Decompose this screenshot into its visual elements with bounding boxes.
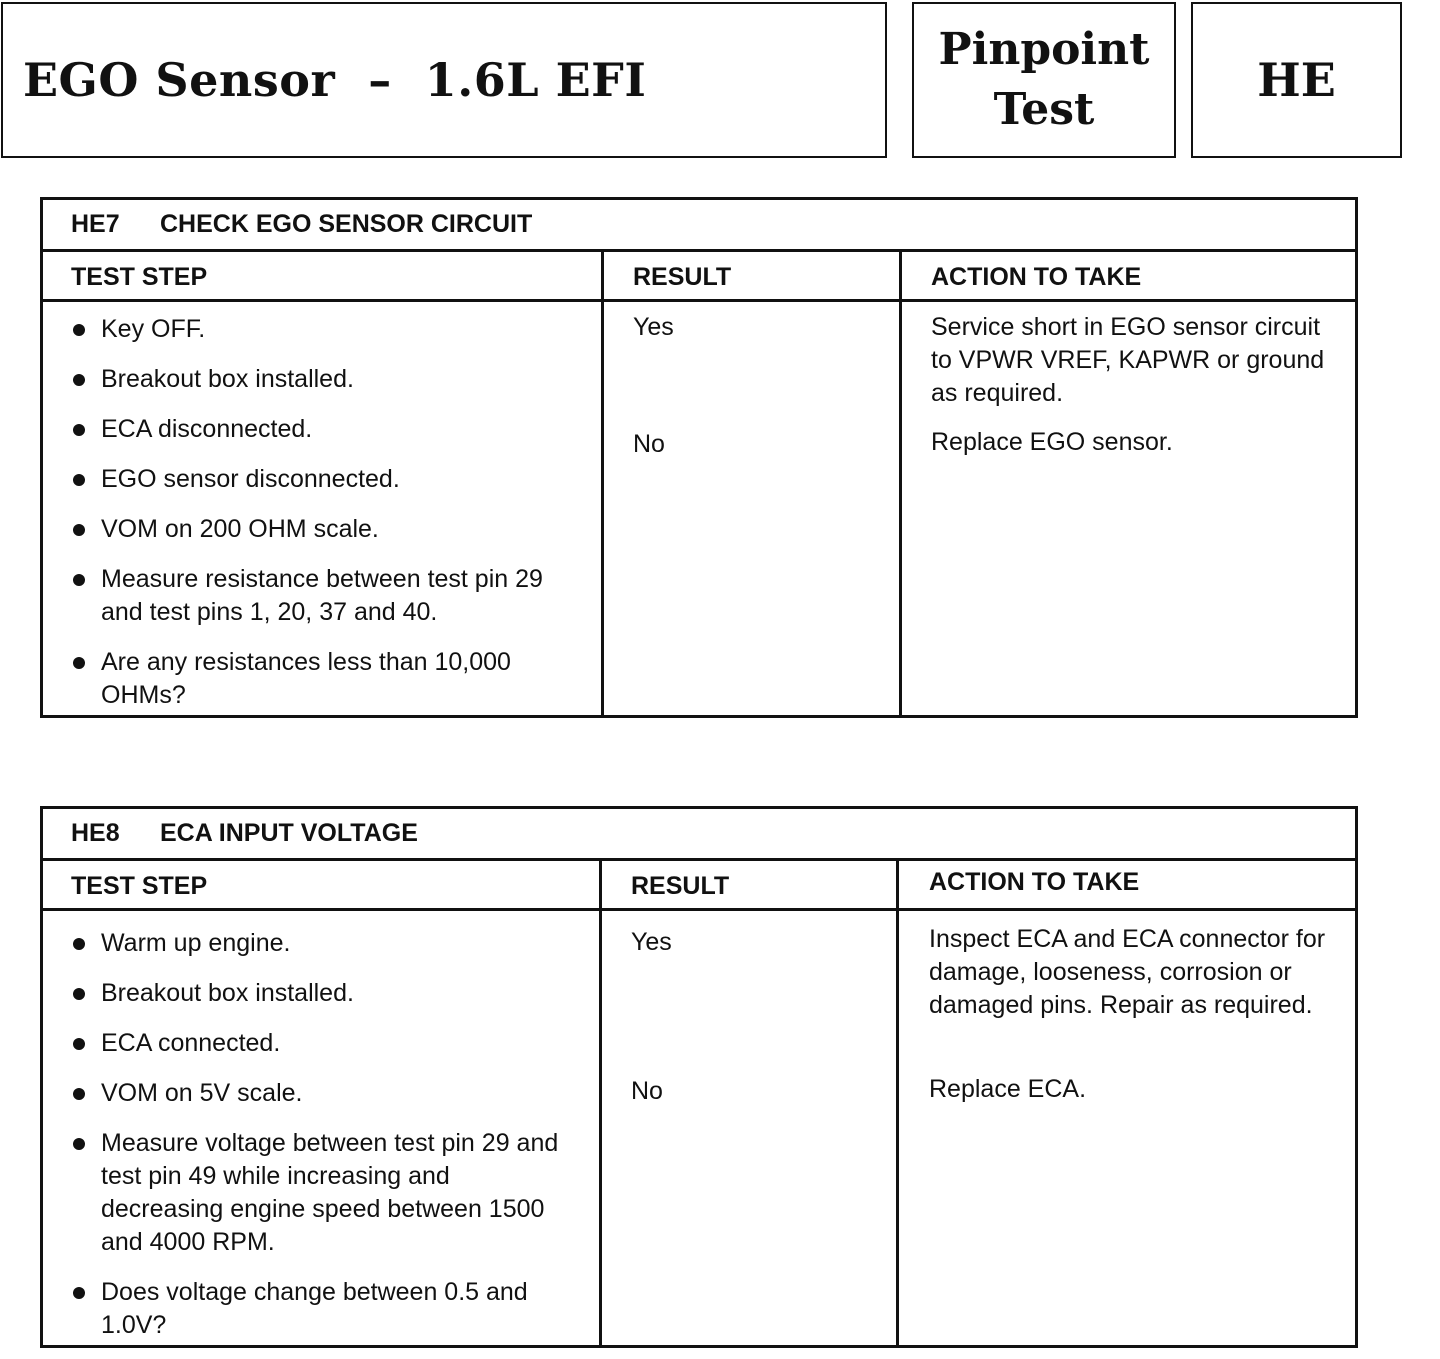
test-step-list [71,927,561,1359]
step-title: CHECK EGO SENSOR CIRCUIT [160,210,533,238]
test-step: Breakout box installed. [71,977,561,1010]
test-code-box [1191,2,1402,158]
column-header-test-step: TEST STEP [71,872,208,900]
column-divider [601,252,604,715]
test-table-he8 [40,806,1358,1348]
page-title-box [1,2,887,158]
column-divider [899,252,902,715]
column-divider [896,861,899,1345]
test-step: ECA connected. [71,1027,561,1060]
test-step: VOM on 5V scale. [71,1077,561,1110]
test-step: VOM on 200 OHM scale. [71,513,561,546]
table-header-row [43,252,1355,302]
result-yes: Yes [631,928,672,956]
table-header-row [43,861,1355,911]
column-divider [599,861,602,1345]
result-yes: Yes [633,313,674,341]
action-yes: Service short in EGO sensor circuit to VPWR VREF, KAPWR or ground as required. [931,313,1325,407]
test-label: Test [993,84,1095,135]
test-code: HE [1257,53,1336,107]
test-step: Are any resistances less than 10,000 OHMs? [71,646,561,712]
test-step: Breakout box installed. [71,363,561,396]
test-step: ECA disconnected. [71,413,561,446]
pinpoint-label: Pinpoint [938,24,1150,75]
step-id: HE7 [71,210,120,238]
table-title-row [43,809,1355,861]
step-id: HE8 [71,819,120,847]
test-step: Measure voltage between test pin 29 and test pin 49 while increasing and decreasing engine speed between 1500 and 4000 RPM. [71,1127,561,1259]
action-no: Replace ECA. [929,1075,1087,1103]
action-no: Replace EGO sensor. [931,428,1173,456]
column-header-result: RESULT [631,872,730,900]
column-header-test-step: TEST STEP [71,263,208,291]
column-header-result: RESULT [633,263,732,291]
test-step: Measure resistance between test pin 29 and test pins 1, 20, 37 and 40. [71,563,561,629]
test-table-he7 [40,197,1358,718]
test-step: Key OFF. [71,313,561,346]
step-title: ECA INPUT VOLTAGE [160,819,418,847]
pinpoint-test-box [912,2,1176,158]
page-title: EGO Sensor – 1.6L EFI [23,53,647,107]
action-yes: Inspect ECA and ECA connector for damage, looseness, corrosion or damaged pins. Repair as required. [929,925,1326,1019]
column-header-action: ACTION TO TAKE [929,868,1140,896]
result-no: No [633,430,665,458]
test-step-list [71,313,561,729]
column-header-action: ACTION TO TAKE [931,263,1142,291]
test-step: Does voltage change between 0.5 and 1.0V? [71,1276,561,1342]
test-step: EGO sensor disconnected. [71,463,561,496]
table-title-row [43,200,1355,252]
result-no: No [631,1077,663,1105]
test-step: Warm up engine. [71,927,561,960]
